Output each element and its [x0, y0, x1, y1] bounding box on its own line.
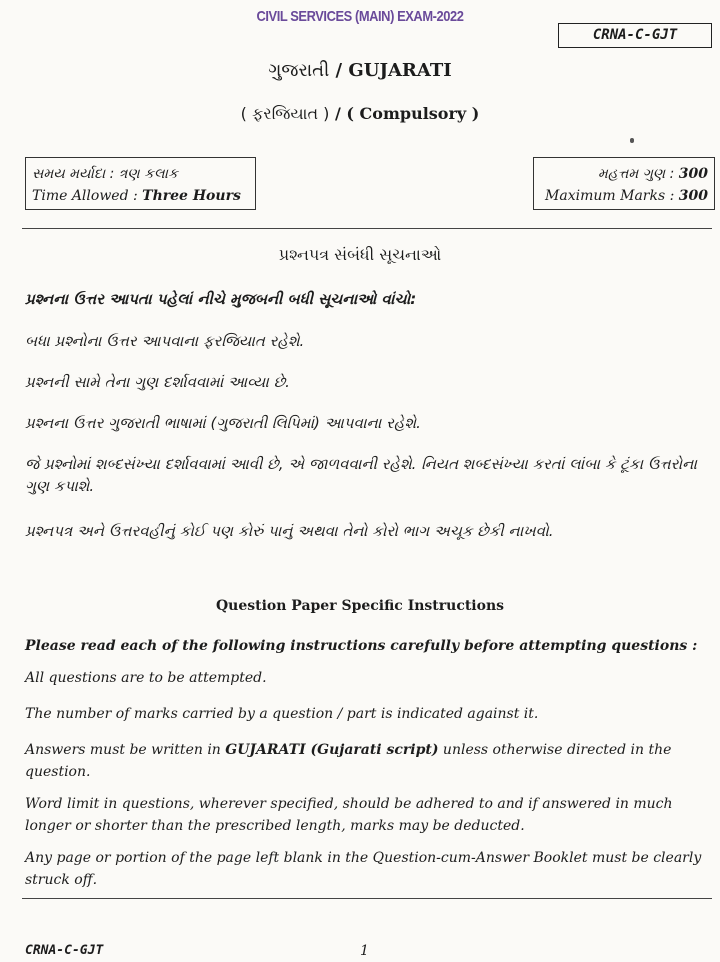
subject-english: GUJARATI — [348, 60, 452, 81]
script-after: unless otherwise directed in the question. — [25, 742, 672, 780]
compulsory-label — [0, 104, 720, 124]
maximum-marks-box — [533, 157, 715, 210]
gujarati-instruction-item: જે પ્રશ્નોમાં શબ્દસંખ્યા દર્શાવવામાં આવી છે, એ જાળવવાની રહેશે. નિયત શબ્દસંખ્યા કરતાં લાંબા કે ટૂંકા ઉત્તરોના ગુણ કપાશે. — [25, 455, 697, 495]
time-english — [32, 185, 249, 207]
gujarati-instruction-item: પ્રશ્નના ઉત્તર ગુજરાતી ભાષામાં (ગુજરાતી લિપિમાં) આપવાના રહેશે. — [25, 414, 421, 432]
english-instructions-intro: Please read each of the following instructions carefully before attempting questions : — [25, 638, 698, 654]
top-divider — [22, 228, 712, 229]
gujarati-instruction-item: બધા પ્રશ્નોના ઉત્તર આપવાના ફરજિયાત રહેશે. — [25, 332, 305, 350]
subject-separator: / — [329, 60, 349, 81]
marks-gujarati-label: મહત્તમ ગુણ : — [597, 166, 679, 182]
paper-code-box: CRNA-C-GJT — [558, 23, 712, 48]
gujarati-instructions-heading: પ્રશ્નપત્ર સંબંધી સૂચનાઓ — [278, 245, 442, 264]
footer-paper-code: CRNA-C-GJT — [25, 943, 104, 958]
subject-gujarati: ગુજરાતી — [268, 60, 330, 81]
gujarati-instructions-intro: પ્રશ્નના ઉત્તર આપતા પહેલાં નીચે મુજબની બધી સૂચનાઓ વાંચો: — [25, 290, 417, 308]
subject-title — [0, 60, 720, 81]
marks-english — [540, 185, 708, 207]
english-instruction-item: All questions are to be attempted. — [25, 670, 267, 686]
english-instructions-heading: Question Paper Specific Instructions — [215, 598, 505, 614]
time-english-value: Three Hours — [142, 188, 241, 204]
marks-gujarati-value: 300 — [678, 166, 708, 182]
english-instruction-item: Any page or portion of the page left blank in the Question-cum-Answer Booklet must be clearly struck off. — [25, 850, 702, 888]
gujarati-instruction-item: પ્રશ્નની સામે તેના ગુણ દર્શાવવામાં આવ્યા છે. — [25, 373, 290, 391]
exam-title: CIVIL SERVICES (MAIN) EXAM-2022 — [256, 8, 464, 25]
bottom-divider — [22, 898, 712, 899]
script-before: Answers must be written in — [25, 742, 226, 758]
marks-english-label: Maximum Marks : — [545, 188, 679, 204]
marks-english-value: 300 — [678, 188, 708, 204]
gujarati-instruction-item: પ્રશ્નપત્ર અને ઉત્તરવહીનું કોઈ પણ કોરું પાનું અથવા તેનો કોરો ભાગ અચૂક છેકી નાખવો. — [25, 522, 554, 540]
time-english-label: Time Allowed : — [32, 188, 143, 204]
compulsory-separator: / — [329, 104, 347, 123]
script-bold: GUJARATI (Gujarati script) — [225, 742, 439, 758]
english-instruction-item-script — [25, 739, 715, 783]
marks-gujarati — [540, 163, 708, 185]
compulsory-gujarati: ( ફરજિયાત ) — [240, 104, 330, 123]
time-allowed-box — [25, 157, 256, 210]
english-instruction-item: The number of marks carried by a question / part is indicated against it. — [25, 706, 539, 722]
time-gujarati: સમય મર્યાદા : ત્રણ કલાક — [32, 166, 178, 182]
page-number: 1 — [360, 943, 369, 959]
compulsory-english: ( Compulsory ) — [346, 104, 480, 123]
english-instruction-item: Word limit in questions, wherever specified, should be adhered to and if answered in much longer or shorter than the prescribed length, marks may be deducted. — [25, 796, 673, 834]
print-speck — [630, 138, 634, 143]
